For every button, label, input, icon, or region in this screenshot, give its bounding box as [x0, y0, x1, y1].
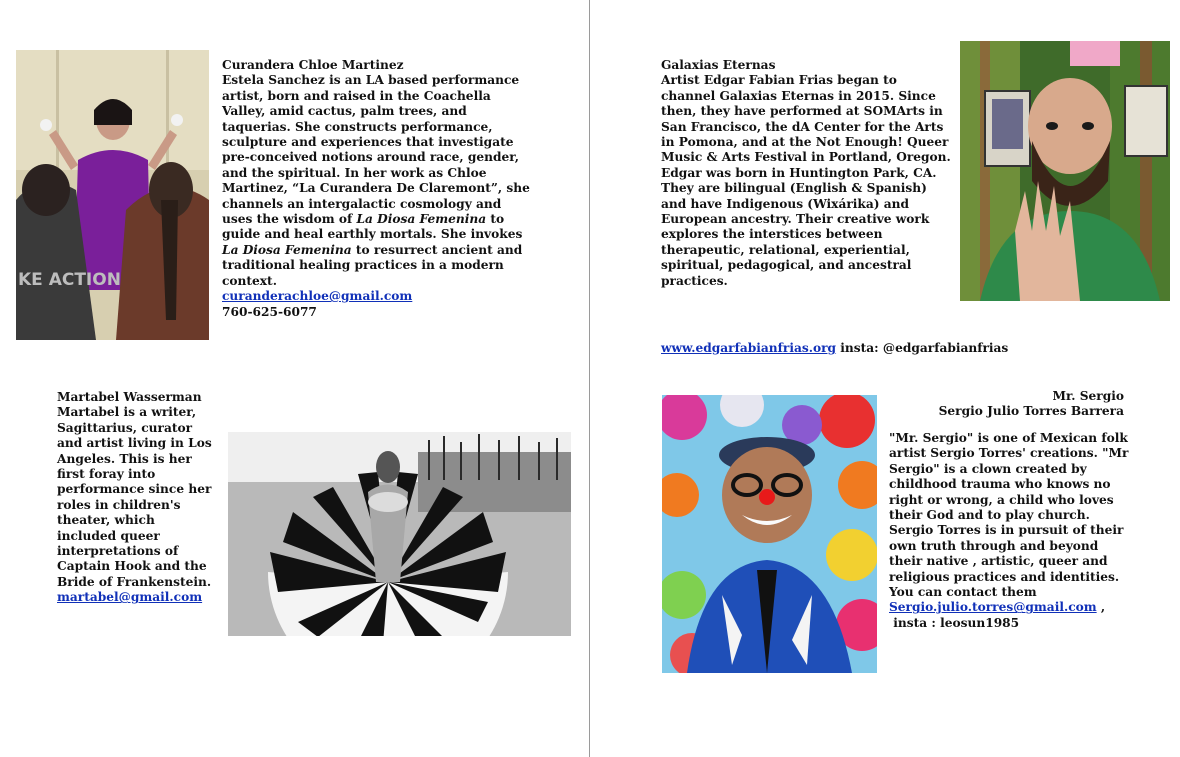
- galaxias-website-link[interactable]: www.edgarfabianfrias.org: [661, 341, 837, 355]
- sergio-full-name: Sergio Julio Torres Barrera: [938, 404, 1124, 419]
- sergio-name: Mr. Sergio: [1052, 389, 1124, 403]
- martabel-photo: [228, 432, 571, 636]
- martabel-bio-block: [57, 390, 217, 606]
- sergio-email-link[interactable]: Sergio.julio.torres@gmail.com: [889, 600, 1097, 615]
- chloe-email-link[interactable]: curanderachloe@gmail.com: [222, 289, 413, 304]
- galaxias-bio-2: Edgar was born in Huntington Park, CA. They are bilingual (English & Spanish) and have Indigenous (Wixárika) and European ancestry. Their creative work explores the interstices between therapeutic, relational, experiential, spiritual, pedagogical, and ancestral practices.: [661, 165, 937, 288]
- shirt-text: KE ACTION: [18, 270, 121, 290]
- sergio-bio-block: "Mr. Sergio" is one of Mexican folk artist Sergio Torres' creations. "Mr Sergio" is a clown created by childhood trauma who knows no right or wrong, a child who loves their God and to play church. Sergio Torres is in pursuit of their own truth through and beyond their native , artistic, queer and religious practices and identities. You can contact them Sergio.julio.torres@gmail.com , insta : leosun1985: [889, 431, 1129, 630]
- chloe-bio-block: [222, 58, 530, 320]
- galaxias-name: Galaxias Eternas: [661, 58, 776, 72]
- page-divider: [589, 0, 590, 757]
- sergio-photo: [662, 395, 877, 673]
- martabel-name: Martabel Wasserman: [57, 390, 202, 404]
- galaxias-bio-block: [661, 58, 951, 289]
- chloe-name: Curandera Chloe Martinez: [222, 58, 404, 72]
- galaxias-photo: [960, 41, 1170, 301]
- galaxias-insta: insta: @edgarfabianfrias: [836, 341, 1009, 355]
- martabel-bio: Martabel is a writer, Sagittarius, curator and artist living in Los Angeles. This is her first foray into performance since her roles in children's theater, which included queer interpretations of Captain Hook and the Bride of Frankenstein.: [57, 405, 212, 589]
- chloe-photo: [16, 50, 209, 340]
- martabel-email-link[interactable]: martabel@gmail.com: [57, 590, 203, 605]
- chloe-bio: Estela Sanchez is an LA based performance artist, born and raised in the Coachella Valley, amid cactus, palm trees, and taquerias. She constructs performance, sculpture and experiences that investigate pre-conceived notions around race, gender, and the spiritual. In her work as Chloe Martinez, “La Curandera De Claremont”, she channels an intergalactic cosmology and uses the wisdom of La Diosa Femenina to guide and heal earthly mortals. She invokes La Diosa Femenina to resurrect ancient and traditional healing practices in a modern context.: [222, 73, 530, 288]
- sergio-heading: [880, 389, 1124, 420]
- galaxias-links: [661, 341, 1061, 356]
- chloe-phone: 760-625-6077: [222, 304, 317, 319]
- sergio-insta: insta : leosun1985: [893, 615, 1020, 630]
- sergio-contact-label: You can contact them: [889, 585, 1037, 600]
- sergio-bio: "Mr. Sergio" is one of Mexican folk artist Sergio Torres' creations. "Mr Sergio" is a clown created by childhood trauma who knows no right or wrong, a child who loves their God and to play church. Sergio Torres is in pursuit of their own truth through and beyond their native , artistic, queer and religious practices and identities.: [889, 431, 1129, 584]
- galaxias-bio-1: Artist Edgar Fabian Frias began to channel Galaxias Eternas in 2015. Since then, they have performed at SOMArts in San Francisco, the dA Center for the Arts in Pomona, and at the Not Enough! Queer Music & Arts Festival in Portland, Oregon.: [661, 73, 951, 165]
